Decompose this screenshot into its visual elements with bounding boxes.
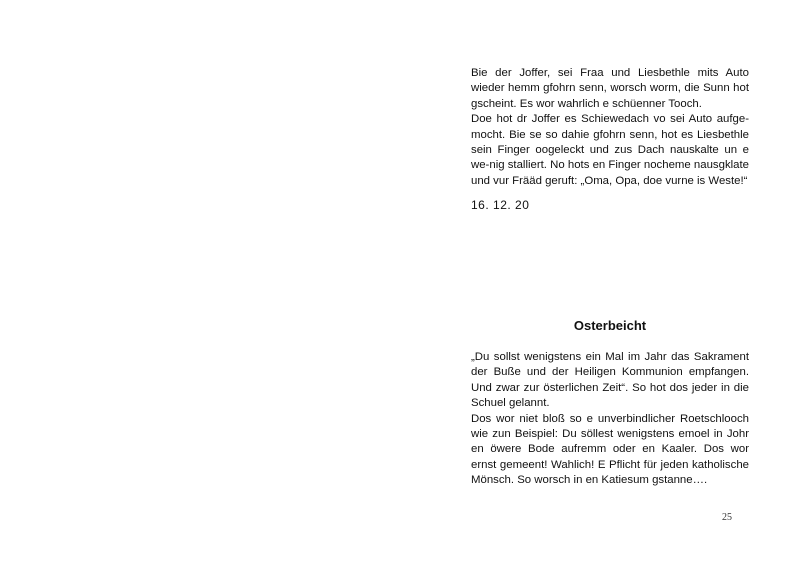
- paragraph-osterbeicht-part-2: Dos wor niet bloß so e unverbindlicher Roetschlooch wie zun Beispiel: Du söllest wenigstens emoel in Johr en öwere Bode aufremm oder en Kaaler. Dos wor ernst gemeent! Wahlich! E Pflicht für jeden katholische Mönsch. So worsch in en Katiesum gstanne….: [471, 412, 749, 487]
- paragraph-osterbeicht-part-1: „Du sollst wenigstens ein Mal im Jahr das Sakrament der Buße und der Heiligen Kommunion empfangen. Und zwar zur österlichen Zeit“. So hot dos jeder in die Schuel gelannt.: [471, 351, 749, 410]
- date-line: 16. 12. 20: [471, 198, 530, 212]
- right-page: [400, 0, 800, 566]
- paragraph-trip-story-part-2: Doe hot dr Joffer es Schiewedach vo sei Auto aufge-mocht. Bie se so dahie gfohrn senn, hot es Liesbethle sein Finger oogeleckt und zus Dach nauskalte un e we-nig stalliert. No hots en Finger nocheme nausgklate und vur Frääd geruft: „Oma, Opa, doe vurne is Weste!“: [471, 113, 749, 187]
- paragraph-osterbeicht: [471, 350, 749, 489]
- page-number: 25: [722, 512, 732, 523]
- paragraph-trip-story-part-1: Bie der Joffer, sei Fraa und Liesbethle mits Auto wieder hemm gfohrn senn, worsch worm, die Sunn hot gscheint. Es wor wahrlich e schüenner Tooch.: [471, 67, 749, 110]
- section-heading: Osterbeicht: [573, 318, 647, 333]
- paragraph-trip-story: [471, 66, 749, 189]
